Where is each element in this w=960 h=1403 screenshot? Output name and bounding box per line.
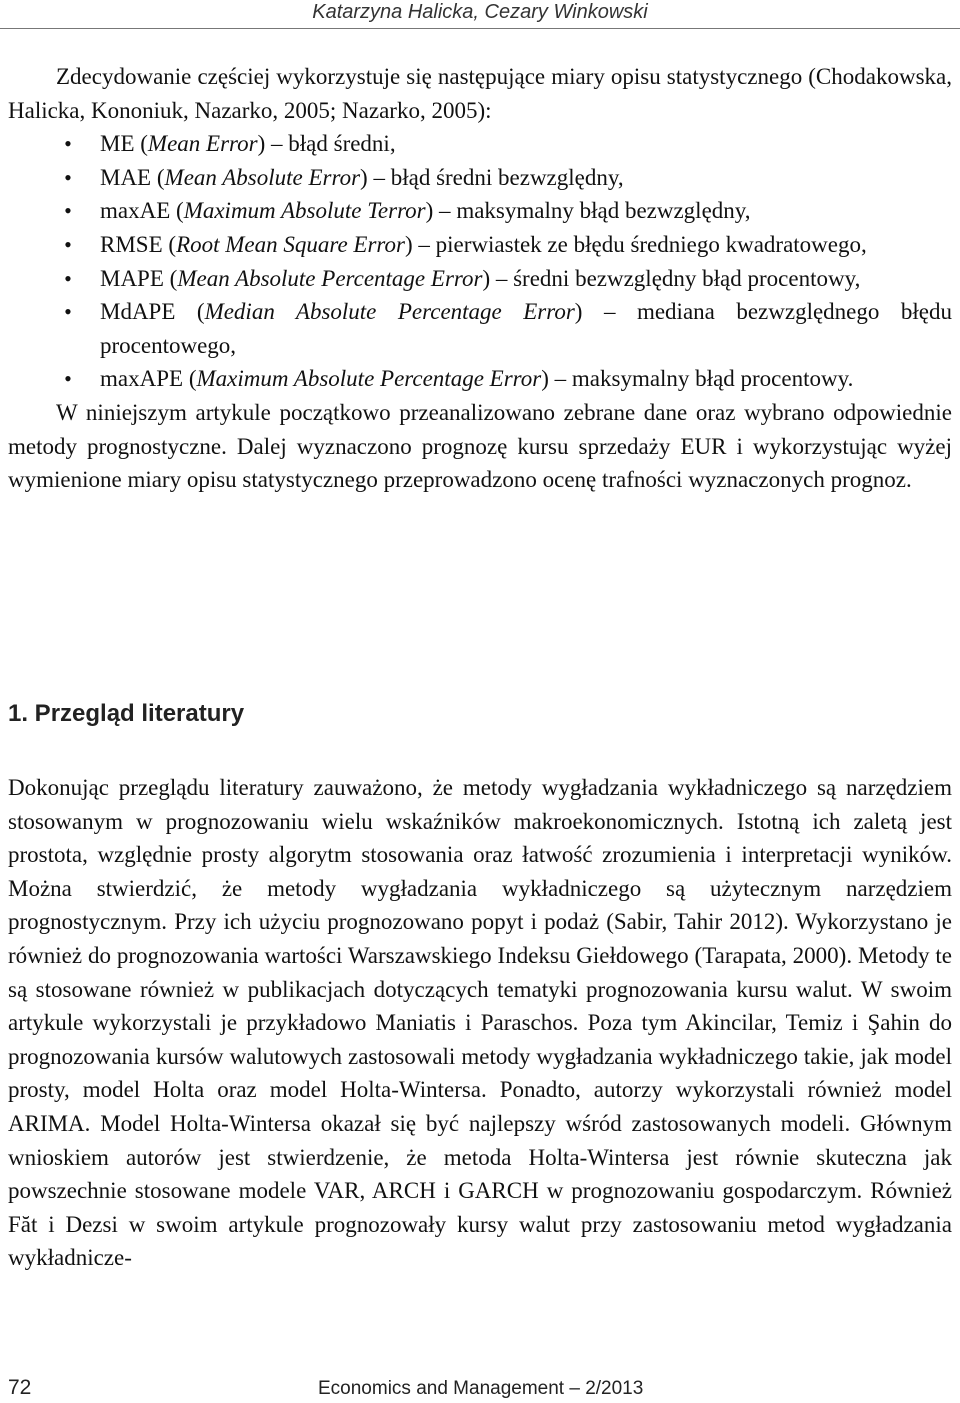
measure-desc: średni bezwzględny błąd procentowy, xyxy=(513,265,861,291)
measure-name: Maximum Absolute Percentage Error xyxy=(196,366,542,392)
measure-abbr: MAPE xyxy=(100,265,164,291)
page-footer xyxy=(0,1372,960,1402)
measure-desc: mediana bezwzględnego błędu procentowego, xyxy=(100,299,952,358)
journal-name: Economics and Management – 2/2013 xyxy=(318,1378,644,1399)
measure-abbr: maxAPE xyxy=(100,366,184,392)
header-rule xyxy=(0,28,960,29)
measure-desc: błąd średni, xyxy=(288,131,396,157)
measure-desc: pierwiastek ze błędu średniego kwadratowego, xyxy=(435,231,867,257)
bullet-icon: • xyxy=(64,366,72,392)
measure-abbr: MAE xyxy=(100,164,152,190)
bullet-icon: • xyxy=(64,164,72,190)
measure-desc: maksymalny błąd bezwzględny, xyxy=(456,198,751,224)
measures-list xyxy=(8,127,952,396)
measure-name: Root Mean Square Error xyxy=(176,231,405,257)
bullet-icon: • xyxy=(64,131,72,157)
intro-block xyxy=(8,60,952,497)
list-item: • RMSE (Root Mean Square Error) – pierwiastek ze błędu średniego kwadratowego, xyxy=(8,228,952,262)
measure-abbr: MdAPE xyxy=(100,299,176,325)
measure-name: Mean Absolute Error xyxy=(164,164,361,190)
list-item: • ME (Mean Error) – błąd średni, xyxy=(8,127,952,161)
list-item: • MdAPE (Median Absolute Percentage Error) – mediana bezwzględnego błędu procentowego, xyxy=(8,295,952,362)
measure-name: Mean Absolute Percentage Error xyxy=(177,265,483,291)
bullet-icon: • xyxy=(64,299,72,325)
list-item: • maxAE (Maximum Absolute Terror) – maksymalny błąd bezwzględny, xyxy=(8,194,952,228)
bullet-icon: • xyxy=(64,265,72,291)
running-header xyxy=(0,0,960,26)
measure-name: Mean Error xyxy=(147,131,258,157)
section-body: Dokonując przeglądu literatury zauważono, że metody wygładzania wykładniczego są narzędziem stosowanym w prognozowaniu wielu wskaźników makroekonomicznych. Istotną ich zaletą jest prostota, względnie prosty algorytm stosowania oraz łatwość zrozumienia i interpretacji wyników. Można stwierdzić, że metody wygładzania wykładniczego są użytecznym narzędziem prognostycznym. Przy ich użyciu prognozowano popyt i podaż (Sabir, Tahir 2012). Wykorzystano je również do prognozowania wartości Warszawskiego Indeksu Giełdowego (Tarapata, 2000). Metody te są stosowane również w publikacjach dotyczących tematyki prognozowania kursu walut. W swoim artykule wykorzystali je przykładowo Maniatis i Paraschos. Poza tym Akincilar, Temiz i Şahin do prognozowania kursów walutowych zastosowali metody wygładzania wykładniczego takie, jak model prosty, model Holta oraz model Holta-Wintersa. Ponadto, autorzy wykorzystali również model ARIMA. Model Holta-Wintersa okazał się być najlepszy wśród zastosowanych modeli. Głównym wnioskiem autorów jest stwierdzenie, że metoda Holta-Wintersa jest równie skuteczna jak powszechnie stosowane modele VAR, ARCH i GARCH w prognozowaniu gospodarczym. Również Făt i Dezsi w swoim artykule prognozowały kursy walut przy zastosowaniu metod wygładzania wykładnicze- xyxy=(8,775,952,1271)
measure-abbr: RMSE xyxy=(100,231,163,257)
list-item: • MAPE (Mean Absolute Percentage Error) – średni bezwzględny błąd procentowy, xyxy=(8,262,952,296)
header-authors: Katarzyna Halicka, Cezary Winkowski xyxy=(312,1,648,23)
bullet-icon: • xyxy=(64,231,72,257)
section-body-block xyxy=(8,771,952,1275)
list-item: • maxAPE (Maximum Absolute Percentage Error) – maksymalny błąd procentowy. xyxy=(8,362,952,396)
measure-abbr: maxAE xyxy=(100,198,171,224)
measure-abbr: ME xyxy=(100,131,135,157)
intro-closing: W niniejszym artykule początkowo przeanalizowano zebrane dane oraz wybrano odpowiednie metody prognostyczne. Dalej wyznaczono prognozę kursu sprzedaży EUR i wykorzystując wyżej wymienione miary opisu statystycznego przeprowadzono ocenę trafności wyznaczonych prognoz. xyxy=(8,399,952,493)
measure-desc: błąd średni bezwzględny, xyxy=(390,164,624,190)
bullet-icon: • xyxy=(64,198,72,224)
page-number: 72 xyxy=(8,1376,32,1399)
measure-name: Median Absolute Percentage Error xyxy=(204,299,575,325)
measure-name: Maximum Absolute Terror xyxy=(183,198,426,224)
section-heading: 1. Przegląd literatury xyxy=(8,700,245,727)
list-item: • MAE (Mean Absolute Error) – błąd średni bezwzględny, xyxy=(8,161,952,195)
measure-desc: maksymalny błąd procentowy. xyxy=(571,366,854,392)
intro-lead: Zdecydowanie częściej wykorzystuje się następujące miary opisu statystycznego (Chodakowska, Halicka, Kononiuk, Nazarko, 2005; Nazarko, 2005): xyxy=(8,64,952,123)
